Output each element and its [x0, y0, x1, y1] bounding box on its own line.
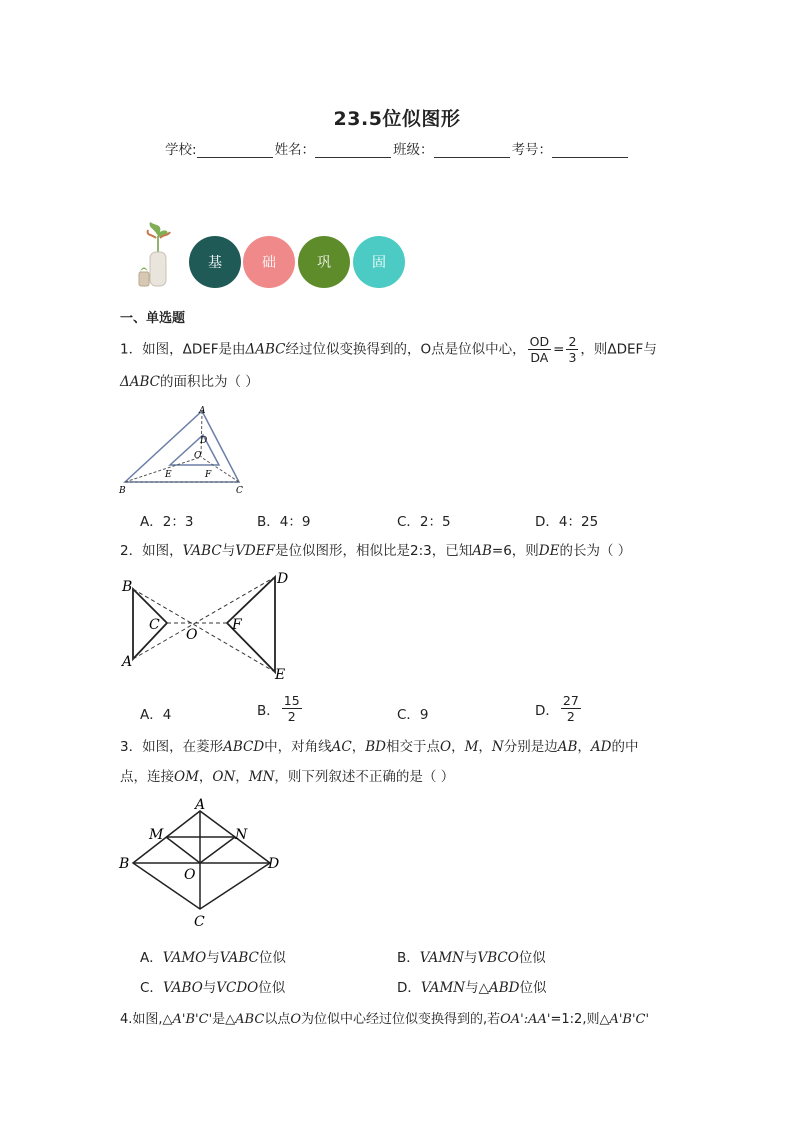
q3-l2-on: ON: [212, 769, 236, 785]
q2-option-d-numerator: 27: [562, 693, 579, 708]
banner-circle-gong: [298, 236, 350, 288]
q1-label-d: D: [200, 436, 208, 446]
q2-label-b: B: [122, 579, 133, 595]
q1-label-a: A: [199, 406, 206, 416]
info-label-class: 班级：: [393, 142, 434, 158]
q3-l1-ad: AD: [590, 739, 612, 755]
q1-triangle-abc: ΔABC: [245, 341, 286, 358]
q2-text-ratio: 是位似图形，相似比是: [274, 543, 410, 559]
q2-and: 与: [221, 543, 236, 559]
q1-label-b: B: [119, 486, 126, 496]
q3-figure: [115, 796, 290, 930]
q3-l1-s6: 相交于点: [386, 739, 441, 755]
q2-triangle-abc: VABC: [182, 543, 222, 559]
q4-s4: 以点: [264, 1012, 291, 1027]
q2-equals: =: [491, 543, 504, 559]
q3-opt-b-end: 位似: [518, 950, 546, 966]
q1-equals: =: [553, 341, 565, 358]
q3-l2-s4: ，: [235, 769, 249, 785]
q2-label-o: O: [186, 627, 198, 643]
q1-frac2-denominator: 3: [568, 350, 577, 365]
student-info-line: [165, 138, 630, 158]
q3-opt-b-p1: VAMN: [419, 950, 464, 966]
q3-l1-s12: 分别是边: [503, 739, 558, 755]
q3-l1-ac: AC: [331, 739, 352, 755]
info-label-school: 学校:: [165, 142, 197, 158]
q2-option-b-numerator: 15: [283, 693, 300, 708]
q3-l1-bd: BD: [365, 739, 387, 755]
q1-fraction-2-3: [566, 334, 578, 365]
question-4-line: [120, 1011, 649, 1029]
q3-l2-om: OM: [174, 769, 199, 785]
q3-l1-s4: ，: [351, 739, 366, 755]
q3-label-m: M: [149, 827, 164, 843]
q4-s2: 是: [212, 1012, 226, 1027]
q3-label-b: B: [119, 856, 130, 872]
q2-option-d-fraction: [561, 693, 581, 724]
q3-opt-a-label: A．: [140, 950, 163, 966]
q3-l1-s8: ，: [451, 739, 465, 755]
q3-opt-d-end: 位似: [519, 980, 547, 996]
plant-vase-icon: [136, 222, 180, 288]
q1-option-c[interactable]: C．2：5: [397, 514, 451, 530]
q1-mid-text: 经过位似变换得到的，O点是位似中心，: [285, 341, 526, 358]
q4-s8: =1:2,则: [550, 1012, 600, 1027]
q1-frac1-numerator: OD: [529, 334, 550, 349]
q2-lead: 2．如图，: [120, 543, 183, 559]
q2-option-a[interactable]: A．4: [140, 707, 172, 723]
q1-fraction-od-da: [528, 334, 551, 365]
q3-opt-a-p2: VABC: [219, 950, 259, 966]
q1-label-c: C: [236, 486, 243, 496]
q2-option-d-denominator: 2: [566, 709, 575, 724]
q4-ratio-expression: OA':AA': [500, 1012, 551, 1027]
q2-label-a: A: [122, 654, 133, 670]
name-blank[interactable]: [315, 143, 391, 158]
q3-l1-abcd: ABCD: [223, 739, 265, 755]
q2-text-known: ，已知: [431, 543, 473, 559]
banner-char-gu: 固: [372, 255, 386, 271]
banner-circle-ji: [189, 236, 241, 288]
q3-opt-b-label: B．: [397, 950, 420, 966]
q3-opt-c-p1: VABO: [162, 980, 203, 996]
q2-segment-de: DE: [538, 543, 560, 559]
q1-figure: [115, 402, 255, 498]
question-3-line-2: [120, 768, 454, 786]
q3-l1-s0: 3．如图，在菱形: [120, 739, 224, 755]
q3-option-d[interactable]: [397, 976, 547, 996]
q3-opt-a-p1: VAMO: [162, 950, 207, 966]
q3-opt-d-p1: VAMN: [420, 980, 466, 996]
q2-option-b[interactable]: [257, 693, 304, 724]
q3-opt-b-p2: VBCO: [477, 950, 519, 966]
section-heading: 一、单选题: [120, 311, 186, 326]
q3-label-n: N: [235, 827, 248, 843]
q2-label-f: F: [232, 617, 242, 633]
q2-text-then: ，则: [511, 543, 539, 559]
q2-label-d: D: [277, 571, 289, 587]
q1-option-a[interactable]: A．2：3: [140, 514, 194, 530]
q1-label-e: E: [165, 470, 172, 480]
q4-s6: 为位似中心经过位似变换得到的,若: [301, 1012, 501, 1027]
banner-circle-gu: [353, 236, 405, 288]
question-1-line-2: [120, 373, 259, 391]
q2-figure: [118, 570, 298, 682]
q3-l1-m: M: [464, 739, 479, 755]
q3-opt-d-label: D．: [397, 980, 421, 996]
q1-line2-triangle-abc: ΔABC: [120, 374, 160, 390]
q3-opt-c-mid: 与: [202, 980, 217, 996]
banner-char-gong: 巩: [317, 255, 331, 271]
q3-l1-s10: ，: [478, 739, 492, 755]
q2-ab-value: 6: [503, 543, 512, 559]
q4-point-o: O: [290, 1012, 301, 1027]
q1-line2-tail: 的面积比为（ ）: [160, 374, 259, 390]
q3-l2-s0: 点，连接: [120, 769, 174, 785]
q4-s0: 4.如图,: [120, 1012, 163, 1027]
q3-opt-d-mid: 与: [465, 980, 479, 996]
q1-option-b[interactable]: B．4：9: [257, 514, 311, 530]
q1-tail-text: ，则ΔDEF与: [580, 341, 657, 358]
q1-frac1-denominator: DA: [530, 350, 549, 365]
q1-frac2-numerator: 2: [568, 334, 577, 349]
q1-label-o: O: [194, 451, 202, 461]
q3-l2-s2: ，: [198, 769, 213, 785]
q3-opt-c-p2: VCDO: [216, 980, 259, 996]
q3-l2-s6: ，则下列叙述不正确的是（ ）: [274, 769, 455, 785]
q3-option-c[interactable]: [140, 976, 285, 996]
q2-segment-ab: AB: [472, 543, 492, 559]
school-blank[interactable]: [197, 143, 273, 158]
q3-opt-b-mid: 与: [463, 950, 478, 966]
q3-opt-c-label: C．: [140, 980, 163, 996]
q3-l1-o: O: [440, 739, 452, 755]
page-title: 23.5位似图形: [333, 108, 461, 130]
q2-triangle-def: VDEF: [235, 543, 275, 559]
q3-label-c: C: [194, 914, 205, 930]
q3-opt-a-mid: 与: [206, 950, 220, 966]
info-label-name: 姓名：: [274, 142, 316, 158]
q4-triangle-a1b1c1-end: △A'B'C': [599, 1012, 650, 1027]
q3-l1-n: N: [491, 739, 504, 755]
q3-option-a[interactable]: [140, 946, 286, 966]
q4-triangle-a1b1c1: △A'B'C': [162, 1012, 213, 1027]
q2-option-d-label: D．: [535, 702, 559, 719]
banner-char-ji: 基: [208, 255, 222, 271]
q3-label-a: A: [195, 797, 206, 813]
banner-char-chu: 础: [262, 255, 276, 271]
q2-ratio-value: 2:3: [409, 543, 432, 559]
question-1-line-1: [120, 334, 657, 365]
q2-label-e: E: [275, 667, 286, 682]
q1-label-f: F: [205, 470, 212, 480]
question-2-line: [120, 542, 631, 560]
q2-option-b-label: B．: [257, 702, 280, 719]
q3-l2-mn: MN: [248, 769, 275, 785]
q3-label-d: D: [268, 856, 280, 872]
q2-option-b-fraction: [282, 693, 302, 724]
q2-label-c: C: [149, 617, 160, 633]
q3-label-o: O: [184, 867, 196, 883]
q2-option-c[interactable]: C．9: [397, 707, 429, 723]
q3-opt-c-end: 位似: [258, 980, 286, 996]
q2-tail: 的长为（ ）: [559, 543, 632, 559]
q3-l1-s14: ，: [577, 739, 591, 755]
q3-l1-s16: 的中: [611, 739, 639, 755]
q3-opt-a-end: 位似: [258, 950, 286, 966]
q3-l1-s2: 中，对角线: [264, 739, 332, 755]
q3-l1-ab: AB: [557, 739, 578, 755]
info-label-exam-number: 考号：: [511, 142, 553, 158]
class-blank[interactable]: [434, 143, 510, 158]
q1-option-d[interactable]: D．4：25: [535, 514, 599, 530]
banner-circle-chu: [243, 236, 295, 288]
exam-number-blank[interactable]: [552, 143, 628, 158]
q1-lead-text: 1．如图，ΔDEF是由: [120, 341, 246, 358]
q3-option-b[interactable]: [397, 946, 546, 966]
q4-triangle-abc: △ABC: [225, 1012, 265, 1027]
q2-option-d[interactable]: [535, 693, 583, 724]
q3-opt-d-p2: △ABD: [478, 980, 520, 996]
q2-option-b-denominator: 2: [287, 709, 296, 724]
question-3-line-1: [120, 738, 638, 756]
